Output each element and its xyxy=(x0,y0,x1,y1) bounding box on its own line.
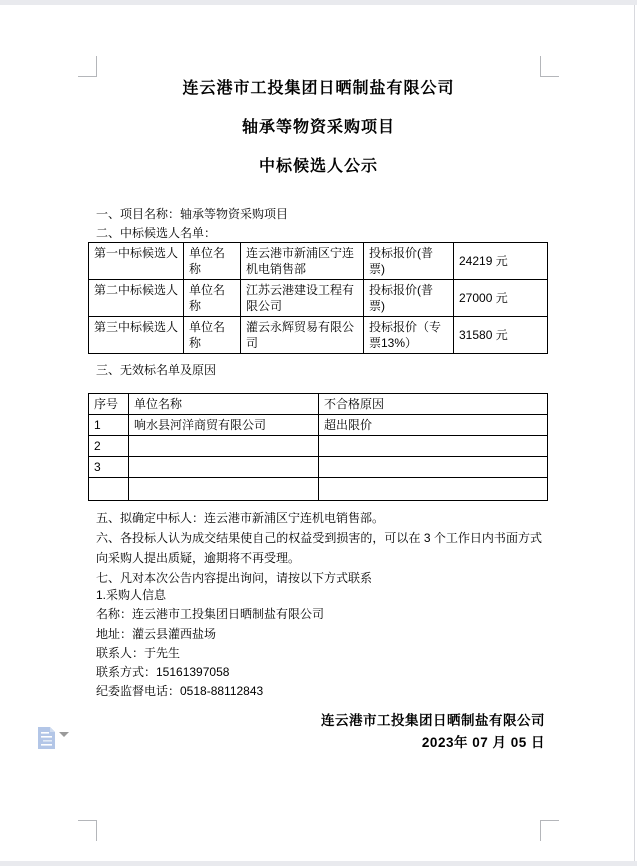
price-type: 投标报价(普票) xyxy=(364,280,454,317)
doc-title-project: 轴承等物资采购项目 xyxy=(241,119,395,136)
bid-price: 27000 元 xyxy=(454,280,548,317)
candidate-company: 江苏云港建设工程有限公司 xyxy=(241,280,364,317)
section-candidates-heading: 二、中标候选人名单： xyxy=(96,226,217,240)
bid-price: 31580 元 xyxy=(454,317,548,354)
bid-price: 24219 元 xyxy=(454,243,548,280)
candidate-rank: 第三中标候选人 xyxy=(89,317,184,354)
row-reason xyxy=(319,457,548,478)
unit-name-label: 单位名称 xyxy=(184,280,241,317)
price-type: 投标报价(普票) xyxy=(364,243,454,280)
crop-mark-top-right xyxy=(540,56,559,77)
table-row xyxy=(89,243,548,280)
col-header-reason: 不合格原因 xyxy=(319,394,548,415)
candidate-company: 灌云永辉贸易有限公司 xyxy=(241,317,364,354)
candidate-rank: 第一中标候选人 xyxy=(89,243,184,280)
table-row xyxy=(89,457,548,478)
row-no: 1 xyxy=(89,415,129,436)
contact-heading: 1.采购人信息 xyxy=(96,588,167,602)
signature-block xyxy=(97,710,545,754)
candidate-company: 连云港市新浦区宁连机电销售部 xyxy=(241,243,364,280)
invalid-bids-table xyxy=(88,393,548,501)
page-right-edge xyxy=(634,5,635,861)
doc-title-company: 连云港市工投集团日晒制盐有限公司 xyxy=(182,80,455,97)
price-type: 投标报价（专票13%） xyxy=(364,317,454,354)
section-objection-notice: 六、各投标人认为成交结果使自己的权益受到损害的，可以在 3 个工作日内书面方式向采购人提出质疑，逾期将不再受理。 xyxy=(96,531,542,565)
row-no: 3 xyxy=(89,457,129,478)
section-invalid-heading: 三、无效标名单及原因 xyxy=(96,363,217,377)
section-inquiry-notice: 七、凡对本次公告内容提出询问，请按以下方式联系 xyxy=(96,571,373,585)
chevron-down-icon[interactable] xyxy=(59,732,69,737)
row-no xyxy=(89,478,129,501)
signature-date: 2023年 07 月 05 日 xyxy=(421,735,545,750)
document-titles xyxy=(97,80,540,197)
table-row xyxy=(89,415,548,436)
signature-company: 连云港市工投集团日晒制盐有限公司 xyxy=(321,713,545,728)
crop-mark-top-left xyxy=(78,56,97,77)
winner-candidates-table xyxy=(88,242,548,354)
row-company xyxy=(129,478,319,501)
row-company: 响水县河洋商贸有限公司 xyxy=(129,415,319,436)
row-reason: 超出限价 xyxy=(319,415,548,436)
row-reason xyxy=(319,436,548,457)
col-header-company: 单位名称 xyxy=(129,394,319,415)
table-row xyxy=(89,280,548,317)
unit-name-label: 单位名称 xyxy=(184,243,241,280)
page-gap-top xyxy=(0,0,637,5)
document-page-icon[interactable] xyxy=(37,726,56,750)
unit-name-label: 单位名称 xyxy=(184,317,241,354)
table-row xyxy=(89,478,548,501)
purchaser-contact-block xyxy=(96,586,542,702)
doc-title-announcement: 中标候选人公示 xyxy=(258,158,378,175)
contact-supervision-phone: 纪委监督电话：0518-88112843 xyxy=(96,684,264,699)
table-header-row xyxy=(89,394,548,415)
crop-mark-bottom-right xyxy=(540,820,559,841)
row-no: 2 xyxy=(89,436,129,457)
contact-phone: 联系方式：15161397058 xyxy=(96,665,230,680)
page-gap-bottom xyxy=(0,861,637,866)
section-proposed-winner: 五、拟确定中标人：连云港市新浦区宁连机电销售部。 xyxy=(96,511,385,525)
contact-address: 地址：灌云县灌西盐场 xyxy=(96,626,217,641)
contact-name: 名称：连云港市工投集团日晒制盐有限公司 xyxy=(96,607,325,622)
col-header-no: 序号 xyxy=(89,394,129,415)
row-company xyxy=(129,457,319,478)
row-reason xyxy=(319,478,548,501)
table-row xyxy=(89,436,548,457)
table-row xyxy=(89,317,548,354)
row-company xyxy=(129,436,319,457)
section-project-name: 一、项目名称：轴承等物资采购项目 xyxy=(96,207,289,221)
candidate-rank: 第二中标候选人 xyxy=(89,280,184,317)
contact-person: 联系人：于先生 xyxy=(96,645,181,660)
crop-mark-bottom-left xyxy=(78,820,97,841)
